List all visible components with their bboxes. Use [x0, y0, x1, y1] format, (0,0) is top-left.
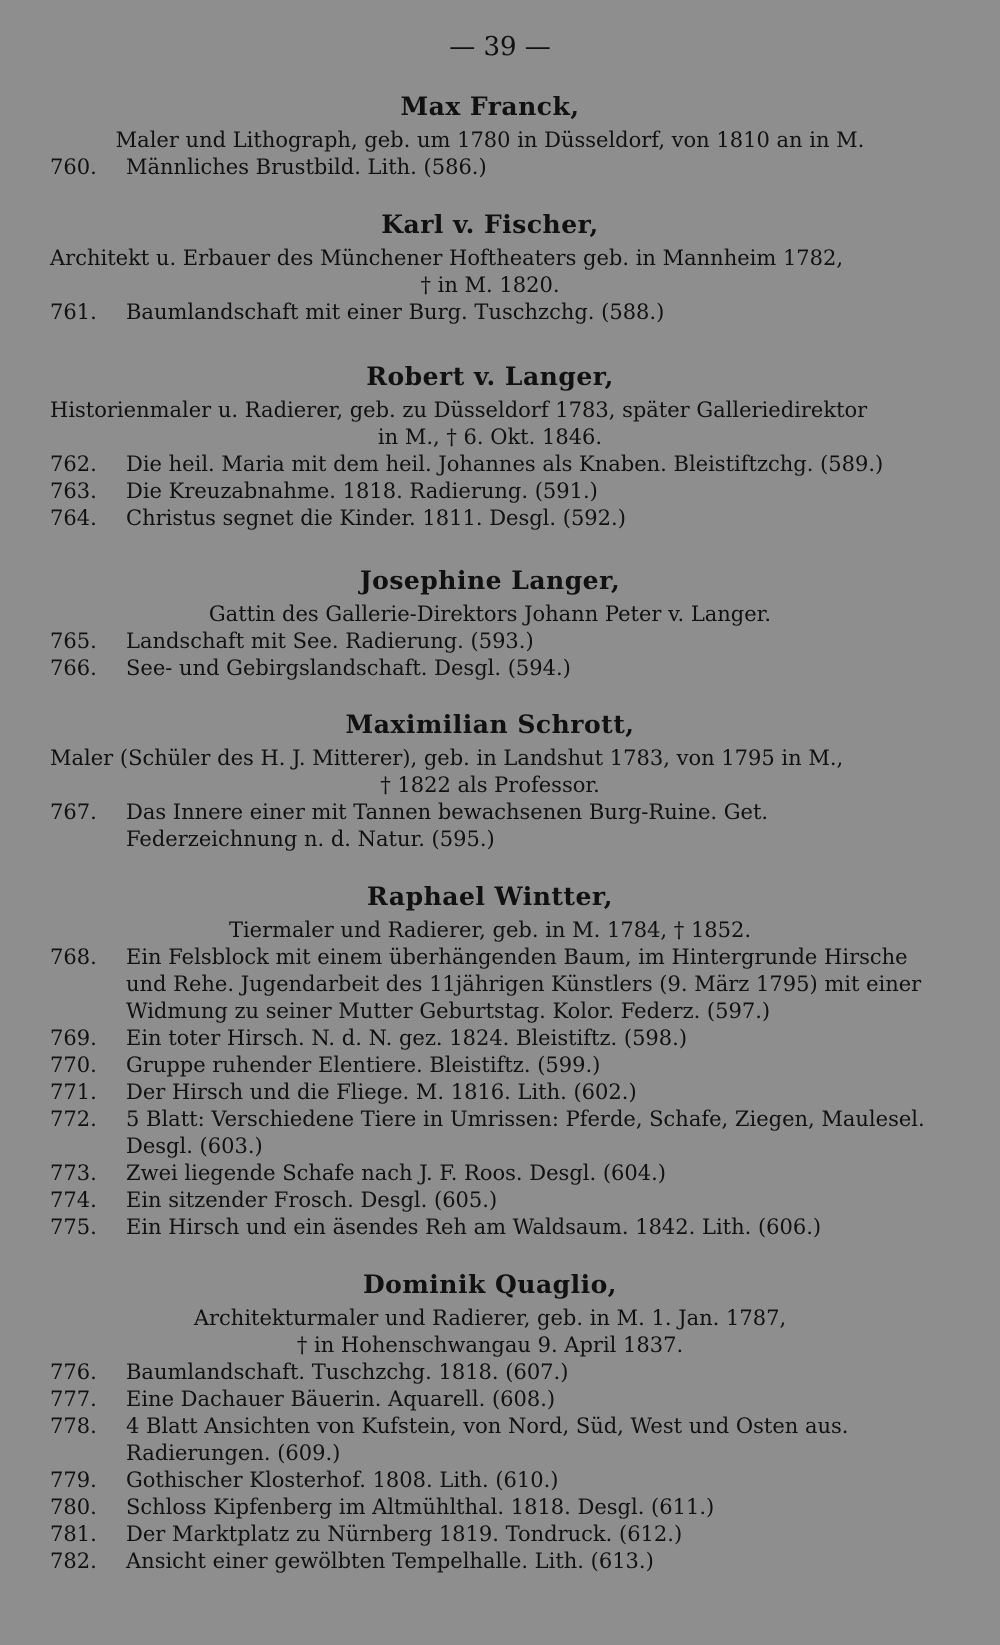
artist-bio	[50, 601, 930, 628]
bio-line: Architekturmaler und Radierer, geb. in M. 1. Jan. 1787,	[193, 1306, 787, 1330]
artist-bio	[50, 917, 930, 944]
catalog-entry	[50, 1494, 930, 1521]
entry-number: 782.	[50, 1549, 97, 1573]
entry-number: 761.	[50, 300, 97, 324]
artist-heading: Raphael Wintter,	[367, 882, 613, 911]
artist-section-schrott	[50, 710, 930, 853]
entry-text: Gothischer Klosterhof. 1808. Lith. (610.)	[126, 1468, 559, 1492]
catalog-entry	[50, 478, 930, 505]
entry-number: 775.	[50, 1215, 97, 1239]
artist-bio	[50, 397, 930, 451]
entry-text: Eine Dachauer Bäuerin. Aquarell. (608.)	[126, 1387, 556, 1411]
catalog-entry	[50, 1160, 930, 1187]
bio-line: † in M. 1820.	[420, 273, 560, 297]
artist-heading: Max Franck,	[400, 92, 580, 121]
entry-number: 780.	[50, 1495, 97, 1519]
entry-number: 776.	[50, 1360, 97, 1384]
catalog-entry	[50, 1521, 930, 1548]
entry-text: Der Marktplatz zu Nürnberg 1819. Tondruck. (612.)	[126, 1522, 683, 1546]
entry-text: 5 Blatt: Verschiedene Tiere in Umrissen: Pferde, Schafe, Ziegen, Maulesel. Desgl. (603.)	[126, 1107, 925, 1158]
entry-text: Gruppe ruhender Elentiere. Bleistiftz. (599.)	[126, 1053, 601, 1077]
entry-number: 760.	[50, 155, 97, 179]
entry-number: 764.	[50, 506, 97, 530]
entry-number: 772.	[50, 1107, 97, 1131]
entry-text: Schloss Kipfenberg im Altmühlthal. 1818. Desgl. (611.)	[126, 1495, 715, 1519]
artist-section-robert-langer	[50, 362, 930, 532]
entry-text: Baumlandschaft. Tuschzchg. 1818. (607.)	[126, 1360, 569, 1384]
entry-number: 770.	[50, 1053, 97, 1077]
entry-text: Ansicht einer gewölbten Tempelhalle. Lith. (613.)	[126, 1549, 654, 1573]
artist-section-josephine-langer	[50, 566, 930, 682]
entry-text: Männliches Brustbild. Lith. (586.)	[126, 155, 487, 179]
bio-line: † in Hohenschwangau 9. April 1837.	[296, 1333, 684, 1357]
catalog-entry	[50, 1187, 930, 1214]
catalog-entry	[50, 799, 930, 853]
bio-line: in M., † 6. Okt. 1846.	[377, 425, 603, 449]
catalog-entry	[50, 451, 930, 478]
artist-bio	[50, 745, 930, 799]
entry-number: 765.	[50, 629, 97, 653]
entry-text: 4 Blatt Ansichten von Kufstein, von Nord, Süd, West und Osten aus. Radierungen. (609.)	[126, 1414, 849, 1465]
entry-number: 779.	[50, 1468, 97, 1492]
bio-line: Gattin des Gallerie-Direktors Johann Peter v. Langer.	[208, 602, 772, 626]
entry-number: 768.	[50, 945, 97, 969]
entry-text: Das Innere einer mit Tannen bewachsenen Burg-Ruine. Get. Federzeichnung n. d. Natur. (595.)	[126, 800, 769, 851]
artist-heading: Josephine Langer,	[359, 566, 621, 595]
entry-number: 769.	[50, 1026, 97, 1050]
entry-number: 778.	[50, 1414, 97, 1438]
entry-number: 766.	[50, 656, 97, 680]
catalog-entry	[50, 628, 930, 655]
entry-text: Ein Felsblock mit einem überhängenden Baum, im Hintergrunde Hirsche und Rehe. Jugendarbeit des 11jährigen Künstlers (9. März 1795) mit einer Widmung zu seiner Mutter Geburtstag. Kolor. Federz. (597.)	[126, 945, 922, 1023]
artist-bio	[50, 245, 930, 299]
entry-text: Die Kreuzabnahme. 1818. Radierung. (591.)	[126, 479, 598, 503]
entry-text: See- und Gebirgslandschaft. Desgl. (594.)	[126, 656, 571, 680]
artist-section-quaglio	[50, 1270, 930, 1575]
catalog-entry	[50, 1106, 930, 1160]
page-number: — 39 —	[449, 32, 551, 62]
entry-number: 773.	[50, 1161, 97, 1185]
artist-heading: Robert v. Langer,	[366, 362, 614, 391]
bio-line: Historienmaler u. Radierer, geb. zu Düsseldorf 1783, später Galleriedirektor	[50, 398, 868, 422]
artist-heading: Dominik Quaglio,	[362, 1270, 617, 1299]
artist-section-wintter	[50, 882, 930, 1241]
entry-number: 777.	[50, 1387, 97, 1411]
entry-number: 781.	[50, 1522, 97, 1546]
entry-text: Zwei liegende Schafe nach J. F. Roos. Desgl. (604.)	[126, 1161, 666, 1185]
entry-text: Die heil. Maria mit dem heil. Johannes als Knaben. Bleistiftzchg. (589.)	[126, 452, 884, 476]
catalog-entry	[50, 1214, 930, 1241]
artist-section-franck	[50, 92, 930, 181]
bio-line: † 1822 als Professor.	[380, 773, 600, 797]
entry-text: Christus segnet die Kinder. 1811. Desgl. (592.)	[126, 506, 626, 530]
bio-line: Architekt u. Erbauer des Münchener Hoftheaters geb. in Mannheim 1782,	[50, 246, 844, 270]
artist-bio	[50, 127, 930, 154]
entry-text: Der Hirsch und die Fliege. M. 1816. Lith. (602.)	[126, 1080, 637, 1104]
entry-text: Ein toter Hirsch. N. d. N. gez. 1824. Bleistiftz. (598.)	[126, 1026, 688, 1050]
artist-heading: Maximilian Schrott,	[345, 710, 635, 739]
entry-number: 762.	[50, 452, 97, 476]
catalog-entry	[50, 1548, 930, 1575]
catalog-entry	[50, 1025, 930, 1052]
entry-text: Ein Hirsch und ein äsendes Reh am Waldsaum. 1842. Lith. (606.)	[126, 1215, 822, 1239]
artist-heading: Karl v. Fischer,	[381, 210, 599, 239]
entry-number: 767.	[50, 800, 97, 824]
artist-bio	[50, 1305, 930, 1359]
catalog-entry	[50, 1359, 930, 1386]
entry-text: Landschaft mit See. Radierung. (593.)	[126, 629, 534, 653]
entry-number: 763.	[50, 479, 97, 503]
bio-line: Maler und Lithograph, geb. um 1780 in Düsseldorf, von 1810 an in M.	[115, 128, 865, 152]
catalog-entry	[50, 1386, 930, 1413]
catalog-entry	[50, 1413, 930, 1467]
entry-text: Ein sitzender Frosch. Desgl. (605.)	[126, 1188, 498, 1212]
catalog-entry	[50, 505, 930, 532]
entry-text: Baumlandschaft mit einer Burg. Tuschzchg. (588.)	[126, 300, 665, 324]
catalog-entry	[50, 1079, 930, 1106]
bio-line: Tiermaler und Radierer, geb. in M. 1784, † 1852.	[228, 918, 752, 942]
entry-number: 771.	[50, 1080, 97, 1104]
catalog-entry	[50, 1052, 930, 1079]
catalog-entry	[50, 154, 930, 181]
bio-line: Maler (Schüler des H. J. Mitterer), geb. in Landshut 1783, von 1795 in M.,	[50, 746, 844, 770]
artist-section-fischer	[50, 210, 930, 326]
catalog-entry	[50, 944, 930, 1025]
catalog-entry	[50, 1467, 930, 1494]
entry-number: 774.	[50, 1188, 97, 1212]
catalog-entry	[50, 655, 930, 682]
catalog-entry	[50, 299, 930, 326]
